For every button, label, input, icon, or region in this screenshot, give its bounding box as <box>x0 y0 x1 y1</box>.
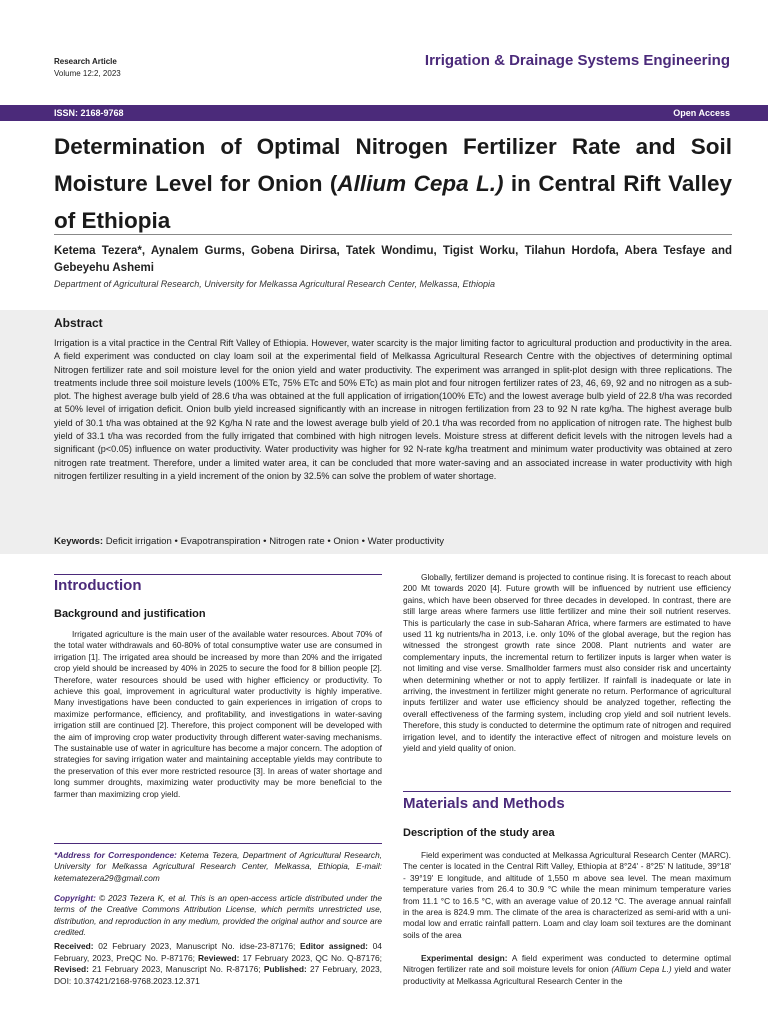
editor-label: Editor assigned: <box>300 941 368 951</box>
journal-name[interactable]: Irrigation & Drainage Systems Engineering <box>424 52 730 69</box>
introduction-heading: Introduction <box>54 577 142 594</box>
correspondence-note <box>54 850 382 884</box>
methods-rule <box>403 791 731 792</box>
copyright-label: Copyright: <box>54 893 96 903</box>
article-type: Research Article <box>54 57 117 66</box>
abstract-text: Irrigation is a vital practice in the Central Rift Valley of Ethiopia. However, water scarcity is the major limiting factor to agricultural production and productivity in the area. A field experiment was conducted on clay loam soil at the experimental field of Melkassa Agricultural Research Centre with the objectives of determining optimal Nitrogen fertilizer rate and soil moisture level for the onion yield and water productivity. The experiment was arranged in split-plot design with three replications. The treatments include three soil moisture levels (100% ETc, 75% ETc and 50% ETc) as main plot and four nitrogen fertilizer rates of 23, 46, 69, 92 and no nitrogen as a sub-plot. The highest average bulb yield of 28.6 t/ha was obtained at the full application of irrigation(100% ETc) and the lowest average bulb yield of 22.8 t/ha was recorded at 50% level of irrigation deficit. Onion bulb yield increased significantly with an increase in nitrogen fertilization from 23 to 92 N rate kg/ha. The highest average bulb yield of 30.1 t/ha was obtained at the 92 Kg/ha N rate and the lowest average bulb yield of 20.1 t/ha was recorded from no application of nitrogen rate. The highest bulb yield of 33.1 t/ha was recorded from the fully irrigated that combined with high nitrogen levels. Moisture stress at different deficit levels with the nitrogen levels had a significant (p<0.05) influence on water productivity. Water productivity was higher for 92 N-rate kg/ha treatment and minimum water productivity was obtained at zero nitrogen rate treatment. Therefore, under a limited water area, it can be concluded that more water-saving and an associated increase in water productivity with high nitrogen fertilizer resulting in a yield increment of the onion by 32.5% can solve the problem of water shortage. <box>54 338 732 481</box>
correspondence-text: Ketema Tezera, Department of Agricultural Research, University for Melkassa Agricultural Research Center, Melkassa, Ethiopia, E-mail: ketematezera29@gmail.com <box>54 850 382 883</box>
methods-heading: Materials and Methods <box>403 795 565 812</box>
issn: ISSN: 2168-9768 <box>54 108 124 118</box>
article-dates <box>54 941 382 987</box>
study-area-subheading: Description of the study area <box>403 827 555 839</box>
received-text: 02 February 2023, Manuscript No. idse-23-87176; <box>93 941 300 951</box>
title-part-2: in Central Rift Valley of Ethiopia <box>54 171 732 233</box>
author-list: Ketema Tezera*, Aynalem Gurms, Gobena Dirirsa, Tatek Wondimu, Tigist Worku, Tilahun Hordofa, Abera Tesfaye and Gebeyehu Ashemi <box>54 245 732 274</box>
methods-paragraph-1: Field experiment was conducted at Melkassa Agricultural Research Center (MARC). The center is located in the Central Rift Valley, Ethiopia at 8°24' - 8°25' N latitude, 39°18' - 39°19' E longitude, and altitude of 1,550 m above sea level. The mean maximum temperature varies from 26.4 to 30.9 °C while the mean minimum temperature varies from 11.1 °C to 16.5 °C, with an average value of 20.12 °C. The average annual rainfall in the area is 824.9 mm. The climate of the area is characterized as semi-arid with a uni-modal low and erratic rainfall pattern. Loam and clay loam soil textures are the dominant soils of the area <box>403 850 731 940</box>
published-label: Published: <box>263 964 307 975</box>
intro-paragraph-1: Irrigated agriculture is the main user of the available water resources. About 70% of the total water withdrawals and 60-80% of total consumptive water use are consumed in irrigation [1]. The irrigated area should be increased by more than 20% and the irrigated crop yield should be increased by 40% in 2025 to secure the food for 8 billion people [2]. Therefore, water resources should be used with higher efficiency or productivity. To achieve this goal, improvement in agricultural water productivity is highly imperative. Many investigations have been conducted to gain experiences in irrigation of crops to maximize performance, efficiency, and profitability, and investigations in water-saving irrigation still are continued [2]. Therefore, this project component will be developed with the aim of improving crop water productivity through different water-saving mechanisms. The sustainable use of water in agriculture has become a major concern. The adoption of strategies for saving irrigation water and maintaining acceptable yields may contribute to the preservation of this ever more restricted resource [3]. In areas of water shortage and long summer droughts, maximizing water productivity may be more beneficial to the farmer than maximizing crop yield. <box>54 629 382 799</box>
intro-rule <box>54 574 382 575</box>
open-access-label: Open Access <box>673 108 730 118</box>
keywords-list: Deficit irrigation • Evapotranspiration • Nitrogen rate • Onion • Water productivity <box>103 536 445 547</box>
copyright-note <box>54 893 382 939</box>
editor-text: 04 February, 2023, PreQC No. P-87176; <box>54 941 382 963</box>
title-divider <box>54 234 732 235</box>
design-label: Experimental design: <box>421 953 508 963</box>
keywords-label: Keywords: <box>54 536 104 547</box>
footnote-rule <box>54 843 382 844</box>
reviewed-label: Reviewed: <box>198 952 240 963</box>
revised-label: Revised: <box>54 964 89 975</box>
revised-text: 21 February 2023, Manuscript No. R-87176; <box>88 964 264 975</box>
correspondence-label: *Address for Correspondence: <box>54 850 177 860</box>
design-text-2: yield and water productivity at Melkassa Agricultural Research Center in the <box>403 964 731 986</box>
issn-bar <box>0 105 768 121</box>
abstract-heading: Abstract <box>54 316 103 330</box>
received-label: Received: <box>54 941 94 951</box>
title-species: Allium Cepa L.) <box>337 171 504 196</box>
background-subheading: Background and justification <box>54 608 206 620</box>
intro-paragraph-2: Globally, fertilizer demand is projected to continue rising. It is forecast to reach about 200 Mt towards 2020 [4]. Future growth will be influenced by nutrient use efficiency gains, which have been observed for three decades in developed. In contrast, there are still large areas where farmers use little fertilizer and mine their soil nutrient reserves. This is particularly the case in sub-Saharan Africa, where farmers are estimated to have used 11 kg nutrients/ha in 2013, i.e. only 10% of the global average, but the region has witnessed the strongest growth rate since 2008. Plant nutrients and water are complementary inputs, the incremental return to fertilizer inputs is larger when water is not limiting and vise verse. Smallholder farmers must also consider risk and uncertainty when determining whether or not to apply fertilizer. If rainfall is inadequate or late in arriving, the investment in fertilizer might generate no return. Performance of agricultural inputs fertilizer and water use efficiency should be analyzed together, reflecting the overall effectiveness of the farming system, including crop yield and soil nutrient levels. Therefore, this study is conducted to determine the optimum rate of nitrogen and required irrigation level, and to identify the interactive effect of nitrogen and moisture levels on yield and yield quality of onion. <box>403 572 731 754</box>
design-text-1: A field experiment was conducted to determine optimal Nitrogen fertilizer rate and soil moisture levels for onion <box>403 953 731 975</box>
design-species: (Allium Cepa L.) <box>611 964 672 975</box>
keywords <box>54 536 732 547</box>
reviewed-text: 17 February 2023, QC No. Q-87176; <box>239 952 382 963</box>
copyright-text: © 2023 Tezera K, et al. This is an open-access article distributed under the terms of the Creative Commons Attribution License, which permits unrestricted use, distribution, and reproduction in any medium, provided the original author and source are credited. <box>54 893 382 938</box>
article-meta <box>54 56 121 80</box>
volume-info: Volume 12:2, 2023 <box>54 69 121 78</box>
published-text: 27 February, 2023, DOI: 10.37421/2168-9768.2023.12.371 <box>54 964 382 986</box>
article-title <box>54 128 732 239</box>
affiliation: Department of Agricultural Research, University for Melkassa Agricultural Research Center, Melkassa, Ethiopia <box>54 279 496 289</box>
experimental-design-paragraph <box>403 953 731 987</box>
title-part-1: Determination of Optimal Nitrogen Fertilizer Rate and Soil Moisture Level for Onion ( <box>54 134 732 196</box>
